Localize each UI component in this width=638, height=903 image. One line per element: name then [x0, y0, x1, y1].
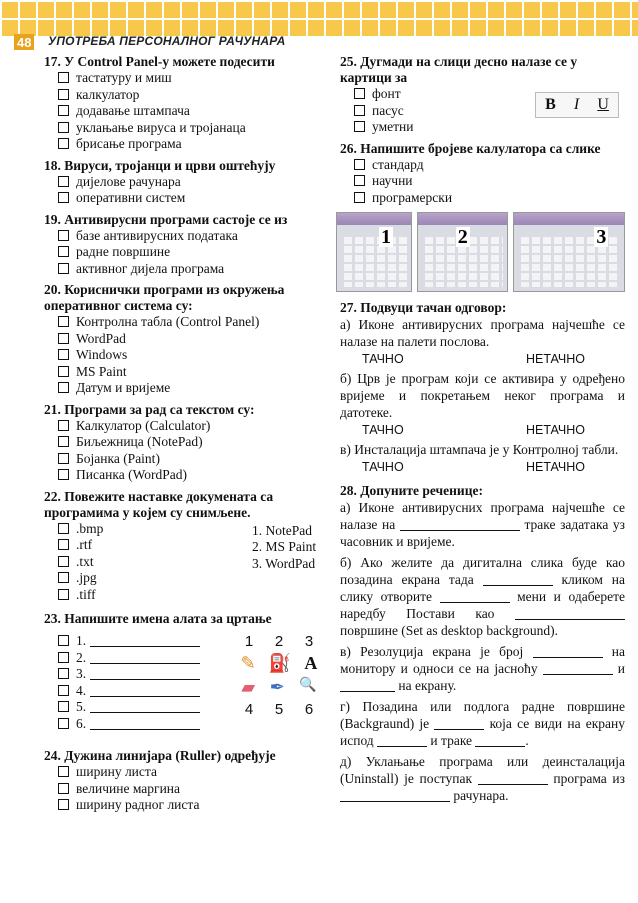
question-18 [44, 158, 329, 207]
answer-blank[interactable] [90, 700, 200, 713]
color-picker-icon: ✒ [269, 677, 285, 697]
eraser-icon: ▰ [241, 677, 256, 697]
top-banner [0, 0, 638, 50]
option[interactable]: MS Paint [44, 364, 329, 381]
tool-number: 3 [304, 633, 314, 650]
answer-blank[interactable] [400, 518, 520, 531]
checkbox[interactable] [58, 72, 69, 83]
checkbox[interactable] [58, 589, 69, 600]
checkbox[interactable] [58, 366, 69, 377]
question-26 [340, 141, 625, 207]
magnifier-icon: 🔍 [299, 678, 317, 693]
answer-blank[interactable] [340, 679, 395, 692]
program-item: 1. NotePad [252, 522, 312, 538]
checkbox[interactable] [58, 420, 69, 431]
checkbox[interactable] [354, 88, 365, 99]
checkbox[interactable] [354, 175, 365, 186]
page-number: 48 [14, 34, 34, 50]
option[interactable]: Писанка (WordPad) [44, 467, 329, 484]
option[interactable]: .txt [44, 554, 329, 571]
checkbox[interactable] [58, 382, 69, 393]
checkbox[interactable] [58, 701, 69, 712]
italic-button: I [573, 96, 580, 113]
answer-blank[interactable] [434, 717, 484, 730]
sentence-c: в) Резолуција екрана је број на монитору и односи се на јасноћу и на екрану. [340, 644, 626, 693]
statement: б) Црв је програм који се активира у одређено вријеме и покретањем неког програма и датотеке. [340, 371, 625, 420]
checkbox[interactable] [58, 469, 69, 480]
question-title: 26. Напишите бројеве калулатора са слике [340, 140, 601, 156]
question-22 [44, 489, 329, 604]
question-27 [340, 300, 625, 478]
question-title: 25. Дугмади на слици десно налазе се у картици за [340, 54, 578, 85]
answer-blank[interactable] [377, 734, 427, 747]
text-tool-icon: A [304, 653, 318, 673]
checkbox[interactable] [58, 766, 69, 777]
question-title: 24. Дужина линијара (Ruller) одређује [44, 748, 276, 763]
option[interactable]: научни [340, 173, 625, 190]
true-option[interactable]: ТАЧНО [362, 352, 404, 366]
checkbox[interactable] [354, 121, 365, 132]
checkbox[interactable] [354, 159, 365, 170]
sentence-e: д) Уклањање програма или деинсталација (Uninstall) је поступак програма из рачунара. [340, 754, 625, 803]
answer-blank[interactable] [90, 717, 200, 730]
checkbox[interactable] [58, 230, 69, 241]
option[interactable]: уклањање вируса и тројанаца [44, 120, 329, 137]
option[interactable]: тастатуру и миш [44, 70, 329, 87]
answer-blank[interactable] [90, 684, 200, 697]
option[interactable]: пасус [340, 103, 625, 120]
checkbox[interactable] [58, 635, 69, 646]
question-24 [44, 748, 329, 814]
option[interactable]: дијелове рачунара [44, 174, 329, 191]
checkbox[interactable] [58, 556, 69, 567]
option[interactable]: 5. [44, 699, 329, 716]
answer-blank[interactable] [340, 789, 450, 802]
question-19 [44, 212, 329, 278]
right-column [340, 54, 625, 809]
statement: в) Инсталација штампача је у Контролној табли. [340, 442, 619, 457]
calculators-figure [336, 212, 625, 292]
checkbox[interactable] [58, 105, 69, 116]
answer-blank[interactable] [90, 634, 200, 647]
option[interactable]: .rtf [44, 537, 329, 554]
checkbox[interactable] [58, 799, 69, 810]
answer-blank[interactable] [515, 607, 625, 620]
option[interactable]: уметни [340, 119, 625, 136]
false-option[interactable]: НЕТАЧНО [525, 460, 585, 474]
true-option[interactable]: ТАЧНО [362, 423, 404, 437]
option[interactable]: Калкулатор (Calculator) [44, 418, 329, 435]
question-title: 23. Напишите имена алата за цртање [44, 611, 272, 626]
checkbox[interactable] [58, 263, 69, 274]
option[interactable]: Биљежница (NotePad) [44, 434, 329, 451]
option[interactable]: .tiff [44, 587, 329, 604]
option[interactable]: 2. [44, 650, 329, 667]
page-header-title: УПОТРЕБА ПЕРСОНАЛНОГ РАЧУНАРА [48, 34, 286, 48]
statement: а) Иконе антивирусних програма најчешће се налазе на палети послова. [340, 317, 625, 349]
checkbox[interactable] [58, 138, 69, 149]
checkbox[interactable] [58, 176, 69, 187]
program-list [252, 523, 316, 573]
option[interactable]: додавање штампача [44, 103, 329, 120]
option[interactable]: 1. [44, 633, 329, 650]
option[interactable]: Контролна табла (Control Panel) [44, 314, 329, 331]
true-false-row [340, 421, 625, 441]
option[interactable]: WordPad [44, 331, 329, 348]
checkbox[interactable] [58, 523, 69, 534]
option[interactable]: базе антивирусних података [44, 228, 329, 245]
sentence-d: г) Позадина или подлога радне површине (Backgraund) је која се види на екрану испод и траке . [340, 699, 626, 748]
option[interactable]: 4. [44, 683, 329, 700]
option[interactable]: стандард [340, 157, 625, 174]
question-title: 20. Кориснички програми из окружења оперативног система су: [44, 282, 285, 313]
checkbox[interactable] [354, 105, 365, 116]
checkbox[interactable] [58, 192, 69, 203]
answer-blank[interactable] [543, 662, 613, 675]
answer-blank[interactable] [483, 573, 553, 586]
checkbox[interactable] [58, 89, 69, 100]
answer-blank[interactable] [475, 734, 525, 747]
tool-number: 2 [274, 633, 284, 650]
true-false-row [340, 458, 625, 478]
answer-blank[interactable] [90, 651, 200, 664]
answer-blank[interactable] [478, 772, 548, 785]
checkbox[interactable] [58, 349, 69, 360]
false-option[interactable]: НЕТАЧНО [525, 352, 585, 366]
option[interactable]: брисање програма [44, 136, 329, 153]
checkbox[interactable] [58, 316, 69, 327]
option[interactable]: калкулатор [44, 87, 329, 104]
true-option[interactable]: ТАЧНО [362, 460, 404, 474]
option[interactable]: .jpg [44, 570, 329, 587]
option[interactable]: програмерски [340, 190, 625, 207]
option[interactable]: радне површине [44, 244, 329, 261]
option[interactable]: ширину радног листа [44, 797, 329, 814]
option[interactable]: оперативни систем [44, 190, 329, 207]
checkbox[interactable] [58, 652, 69, 663]
program-item: 3. WordPad [252, 555, 316, 571]
question-20 [44, 282, 329, 397]
program-item: 2. MS Paint [252, 539, 317, 554]
question-title: 17. У Control Panel-у можете подесити [44, 54, 275, 69]
option[interactable]: Датум и вријеме [44, 380, 329, 397]
question-title: 22. Повежите наставке докумената са програмима у којем су снимљене. [44, 488, 274, 520]
option[interactable]: величине маргина [44, 781, 329, 798]
sentence-a: а) Иконе антивирусних програма најчешће се налазе на траке задатака уз часовник и вријеме. [340, 500, 625, 549]
checkbox[interactable] [58, 718, 69, 729]
checkbox[interactable] [58, 668, 69, 679]
question-title: 28. Допуните реченице: [340, 483, 483, 498]
calculator-scientific [417, 212, 509, 292]
tool-number: 5 [274, 701, 284, 718]
bold-button: B [545, 96, 556, 113]
checkbox[interactable] [58, 246, 69, 257]
answer-blank[interactable] [90, 667, 200, 680]
question-title: 18. Вируси, тројанци и црви оштећују [44, 157, 276, 173]
calculator-standard [336, 212, 412, 292]
answer-blank[interactable] [533, 645, 603, 658]
option[interactable]: Windows [44, 347, 329, 364]
option[interactable]: 6. [44, 716, 329, 733]
calculator-programmer [513, 212, 625, 292]
checkbox[interactable] [58, 685, 69, 696]
checkbox[interactable] [58, 572, 69, 583]
tool-number: 1 [244, 633, 254, 650]
calc-number: 2 [457, 226, 468, 248]
option[interactable]: фонт [340, 86, 625, 103]
option[interactable]: .bmp [44, 521, 329, 538]
answer-blank[interactable] [440, 590, 510, 603]
calc-number: 3 [596, 226, 607, 248]
question-21 [44, 402, 329, 484]
banner-grid [0, 0, 638, 36]
underline-button: U [597, 96, 609, 113]
tool-number: 6 [304, 701, 314, 718]
checkbox[interactable] [354, 192, 365, 203]
false-option[interactable]: НЕТАЧНО [525, 423, 585, 437]
question-17 [44, 54, 329, 153]
question-28 [340, 483, 625, 804]
option[interactable]: активног дијела програма [44, 261, 329, 278]
option[interactable]: ширину листа [44, 764, 329, 781]
question-title: 19. Антивирусни програми састоје се из [44, 211, 288, 227]
checkbox[interactable] [58, 539, 69, 550]
fill-bucket-icon: ⛽ [268, 653, 292, 673]
left-column [44, 54, 329, 819]
question-23 [44, 611, 329, 732]
option[interactable]: Бојанка (Paint) [44, 451, 329, 468]
tool-number: 4 [244, 701, 254, 718]
checkbox[interactable] [58, 333, 69, 344]
checkbox[interactable] [58, 122, 69, 133]
format-buttons-figure [535, 92, 619, 118]
option[interactable]: 3. [44, 666, 329, 683]
checkbox[interactable] [58, 453, 69, 464]
question-title: 21. Програми за рад са текстом су: [44, 401, 255, 417]
sentence-b: б) Ако желите да дигитална слика буде као позадина екрана тада кликом на слику отворите мени и одаберете наредбу Постави као површине (Set as desktop background). [340, 555, 626, 638]
calc-number: 1 [381, 226, 391, 248]
checkbox[interactable] [58, 783, 69, 794]
checkbox[interactable] [58, 436, 69, 447]
question-title: 27. Подвуци тачан одговор: [340, 300, 507, 315]
true-false-row [340, 350, 625, 370]
pencil-icon: ✎ [240, 653, 256, 673]
